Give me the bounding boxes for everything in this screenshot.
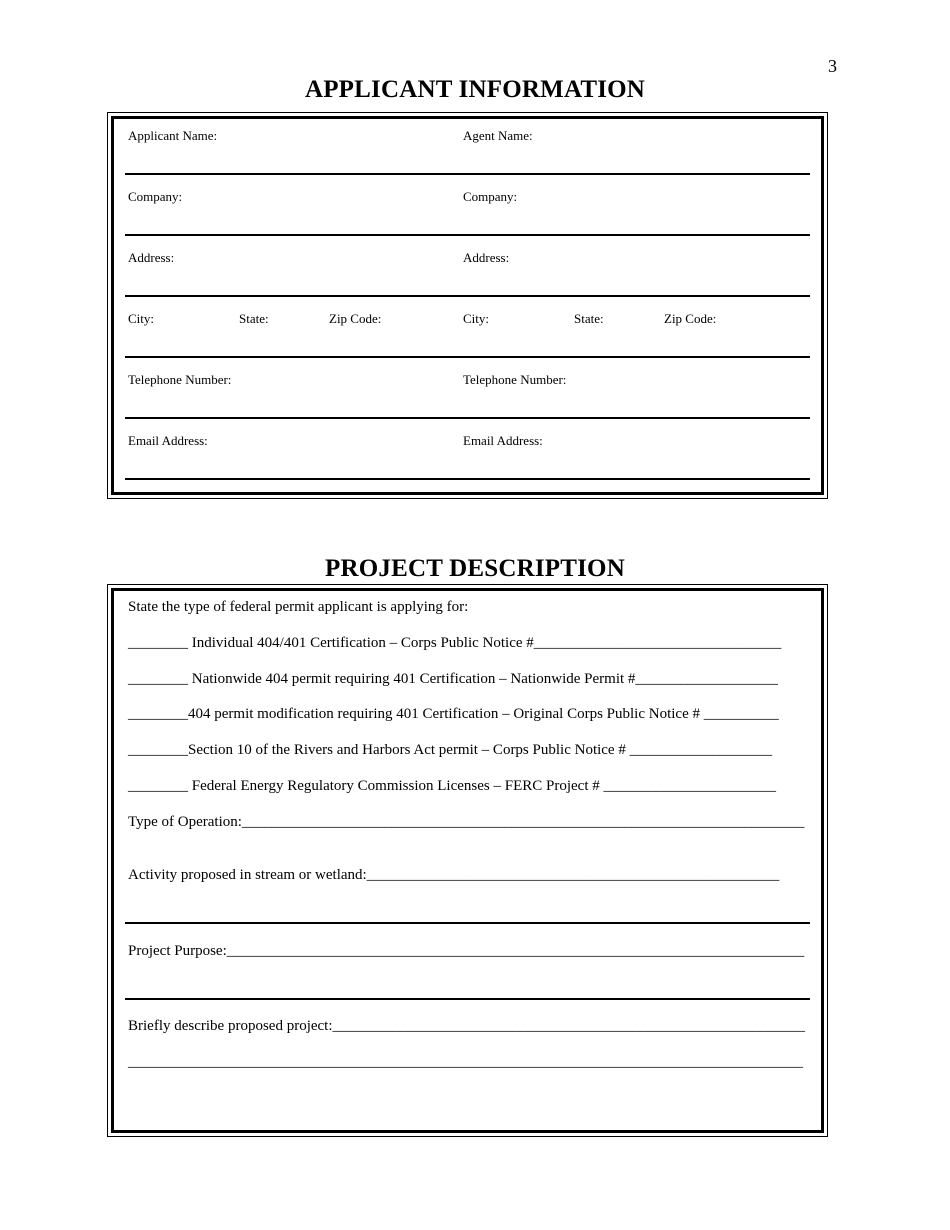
- row-divider: [125, 173, 810, 175]
- describe-project-continuation[interactable]: __________________________________________________________________________________________: [128, 1054, 803, 1070]
- agent-zip-field[interactable]: Zip Code:: [664, 311, 717, 326]
- row-divider: [125, 998, 810, 1000]
- row-divider: [125, 922, 810, 924]
- row-divider: [125, 356, 810, 358]
- permit-option-individual-404-401[interactable]: ________ Individual 404/401 Certification – Corps Public Notice #_________________________________: [128, 635, 782, 651]
- agent-address-field[interactable]: Address:: [463, 250, 510, 265]
- activity-proposed-field[interactable]: Activity proposed in stream or wetland:_______________________________________________________: [128, 867, 780, 883]
- permit-option-404-modification[interactable]: ________404 permit modification requiring 401 Certification – Original Corps Public Notice # __________: [128, 706, 779, 722]
- applicant-telephone-field[interactable]: Telephone Number:: [128, 372, 232, 387]
- applicant-info-frame: [107, 112, 828, 499]
- applicant-zip-field[interactable]: Zip Code:: [329, 311, 382, 326]
- applicant-address-field[interactable]: Address:: [128, 250, 175, 265]
- agent-company-field[interactable]: Company:: [463, 189, 518, 204]
- row-divider: [125, 417, 810, 419]
- applicant-city-field[interactable]: City:: [128, 311, 155, 326]
- agent-telephone-field[interactable]: Telephone Number:: [463, 372, 567, 387]
- row-divider: [125, 234, 810, 236]
- page-number: 3: [828, 56, 837, 76]
- project-description-frame: [107, 584, 828, 1137]
- permit-type-prompt: State the type of federal permit applicant is applying for:: [128, 599, 469, 615]
- applicant-company-field[interactable]: Company:: [128, 189, 183, 204]
- agent-state-field[interactable]: State:: [574, 311, 604, 326]
- applicant-name-field[interactable]: Applicant Name:: [128, 128, 218, 143]
- permit-option-ferc-license[interactable]: ________ Federal Energy Regulatory Commission Licenses – FERC Project # _______________________: [128, 778, 777, 794]
- type-of-operation-field[interactable]: Type of Operation:___________________________________________________________________________: [128, 814, 805, 830]
- agent-name-field[interactable]: Agent Name:: [463, 128, 533, 143]
- describe-project-field[interactable]: Briefly describe proposed project:_______________________________________________________________: [128, 1018, 806, 1034]
- permit-option-section-10[interactable]: ________Section 10 of the Rivers and Harbors Act permit – Corps Public Notice # ___________________: [128, 742, 773, 758]
- applicant-state-field[interactable]: State:: [239, 311, 269, 326]
- applicant-section-title: APPLICANT INFORMATION: [304, 76, 646, 103]
- agent-email-field[interactable]: Email Address:: [463, 433, 543, 448]
- permit-option-nationwide-404[interactable]: ________ Nationwide 404 permit requiring 401 Certification – Nationwide Permit #___________________: [128, 671, 778, 687]
- row-divider: [125, 478, 810, 480]
- agent-city-field[interactable]: City:: [463, 311, 490, 326]
- project-purpose-field[interactable]: Project Purpose:_____________________________________________________________________________: [128, 943, 805, 959]
- applicant-email-field[interactable]: Email Address:: [128, 433, 208, 448]
- row-divider: [125, 295, 810, 297]
- project-section-title: PROJECT DESCRIPTION: [325, 555, 625, 582]
